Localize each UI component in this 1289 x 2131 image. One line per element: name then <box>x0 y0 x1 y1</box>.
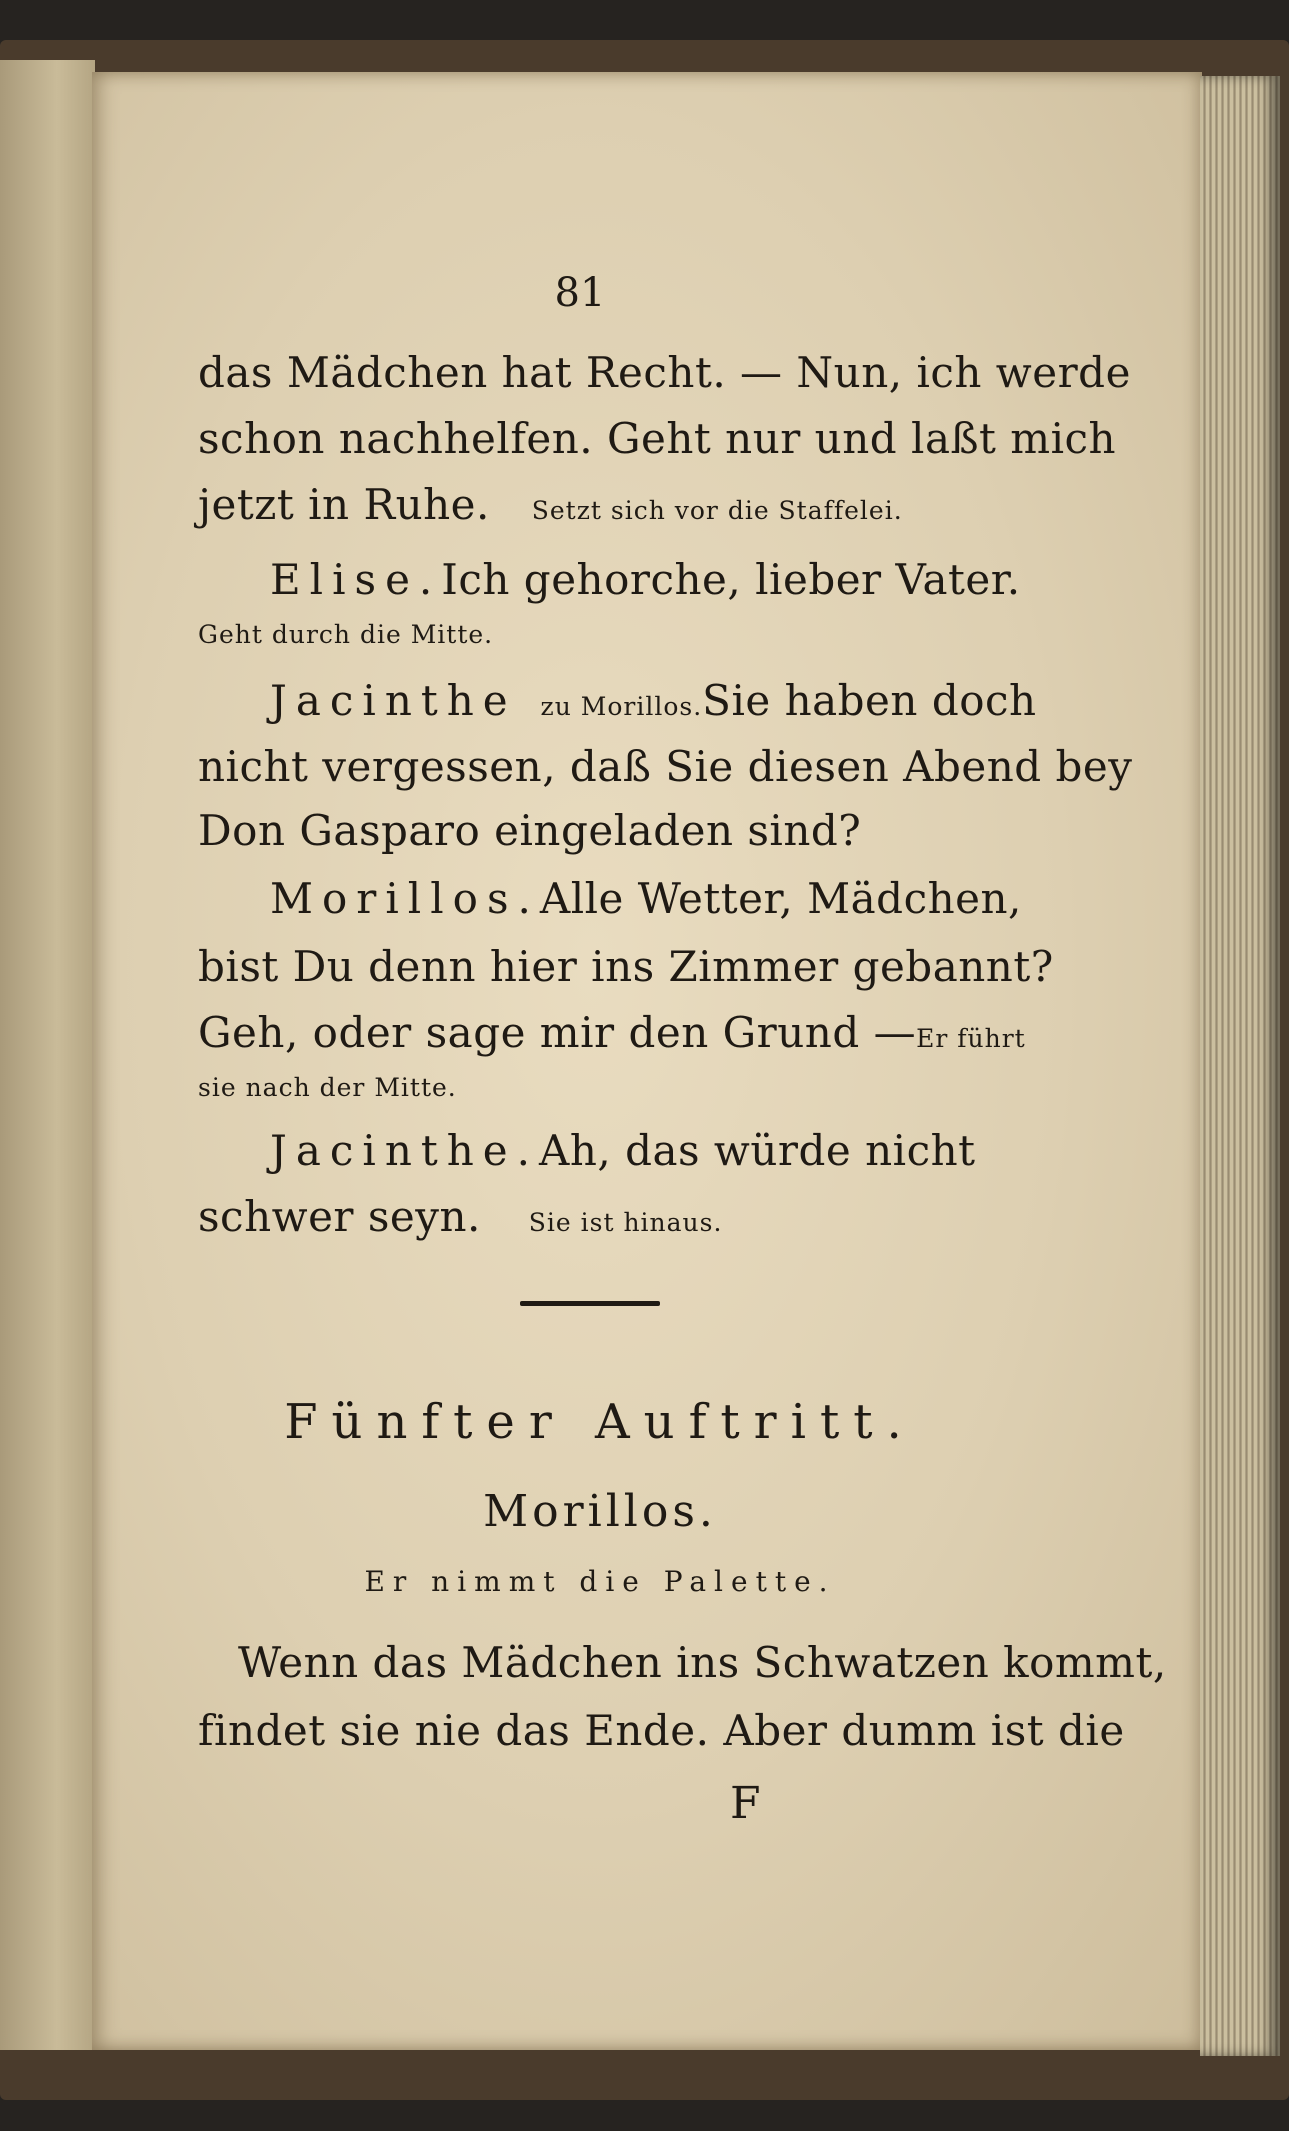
text-segment: schwer seyn. <box>198 1192 481 1241</box>
text-line: das Mädchen hat Recht. — Nun, ich werde <box>198 348 1131 397</box>
scene-direction: Er nimmt die Palette. <box>364 1565 836 1598</box>
stage-direction: sie nach der Mitte. <box>198 1073 457 1102</box>
dialogue-text: Sie haben doch <box>702 676 1037 725</box>
text-line <box>198 1192 950 1241</box>
text-line: bist Du denn hier ins Zimmer gebannt? <box>198 942 1054 991</box>
text-line: nicht vergessen, daß Sie diesen Abend bey <box>198 742 1133 791</box>
scene-heading: Fünfter Auftritt. <box>284 1394 916 1450</box>
left-page-edge <box>0 60 95 2050</box>
text-segment: jetzt in Ruhe. <box>198 480 490 529</box>
dialogue-text: Ich gehorche, lieber Vater. <box>441 555 1021 604</box>
text-line: findet sie nie das Ende. Aber dumm ist die <box>198 1706 1125 1755</box>
text-line <box>198 1008 1026 1057</box>
text-line: Don Gasparo eingeladen sind? <box>198 806 862 855</box>
page-number: 81 <box>554 270 606 316</box>
stage-direction: Er führt <box>916 1024 1026 1053</box>
stage-direction: zu Morillos. <box>540 692 703 721</box>
dialogue-line <box>270 555 1021 604</box>
dialogue-text: Ah, das würde nicht <box>539 1126 976 1175</box>
speaker-block <box>270 676 703 725</box>
stage-direction: Sie ist hinaus. <box>528 1208 723 1237</box>
text-segment: Geh, oder sage mir den Grund — <box>198 1008 917 1057</box>
dialogue-line <box>270 874 1022 923</box>
speaker-name: Jacinthe <box>270 676 517 725</box>
signature-mark: F <box>730 1778 761 1829</box>
speaker-name: Morillos. <box>270 874 540 923</box>
speaker-name: Elise. <box>270 555 442 604</box>
speaker-name: Jacinthe. <box>270 1126 540 1175</box>
dialogue-line <box>270 676 1037 725</box>
text-line: schon nachhelfen. Geht nur und laßt mich <box>198 414 1117 463</box>
text-line: Wenn das Mädchen ins Schwatzen kommt, <box>238 1638 1167 1687</box>
section-separator <box>520 1301 660 1306</box>
stage-direction: Geht durch die Mitte. <box>198 620 494 649</box>
dialogue-text: Alle Wetter, Mädchen, <box>539 874 1022 923</box>
scene-character: Morillos. <box>483 1486 717 1537</box>
dialogue-line <box>270 1126 976 1175</box>
text-line <box>198 480 950 529</box>
stage-direction: Setzt sich vor die Staffelei. <box>531 496 903 525</box>
page-stack-edge <box>1200 76 1280 2056</box>
